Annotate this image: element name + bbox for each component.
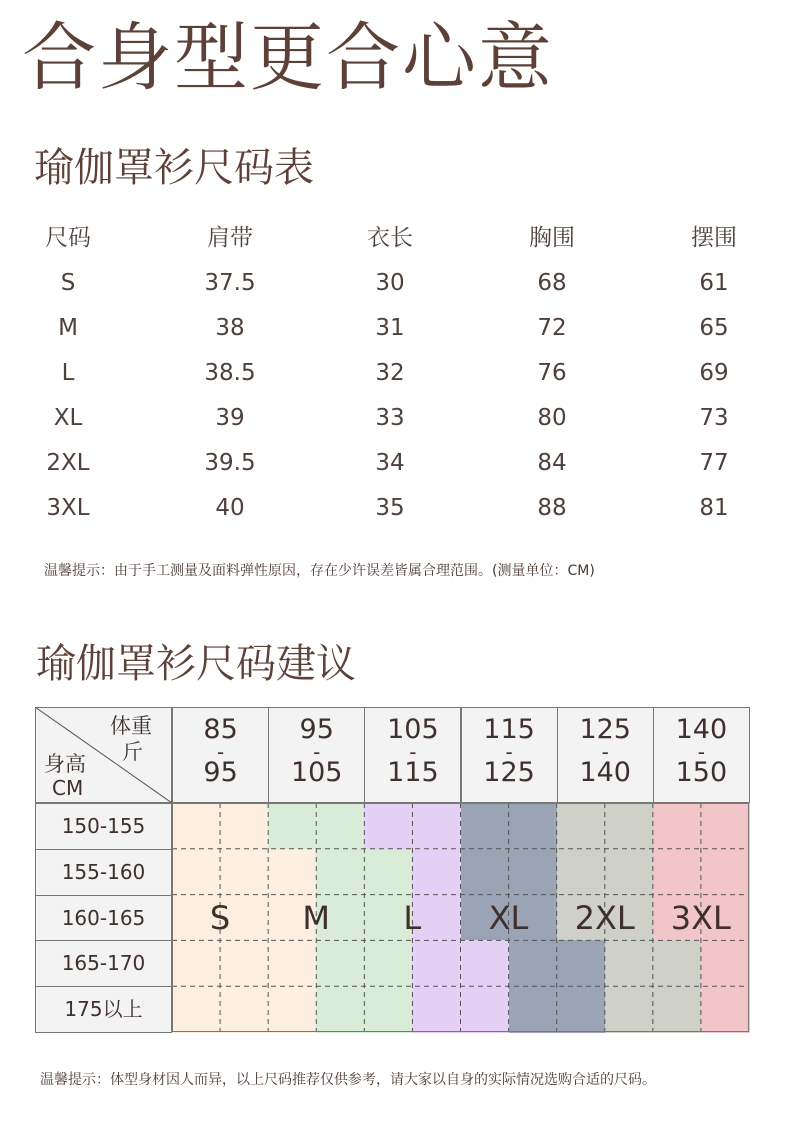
size-label-s: S [209, 898, 231, 937]
size-chart-cell-chest: 72 [537, 315, 567, 341]
weight-range-from: 140 [675, 714, 728, 745]
size-chart-cell-chest: 80 [537, 405, 567, 431]
size-chart-cell-shoulder: 38.5 [204, 360, 256, 386]
size-chart-cell-hem: 73 [699, 405, 729, 431]
size-chart-cell-shoulder: 39 [215, 405, 245, 431]
size-chart-cell-length: 32 [375, 360, 405, 386]
size-chart-cell-shoulder: 40 [215, 495, 245, 521]
size-chart-row [0, 308, 790, 348]
header-length: 衣长 [367, 225, 413, 251]
weight-range-header [364, 707, 461, 803]
size-chart-row [0, 488, 790, 528]
size-chart-cell-chest: 76 [537, 360, 567, 386]
size-chart-row [0, 353, 790, 393]
size-chart-cell-hem: 61 [699, 270, 729, 296]
weight-range-header [172, 707, 269, 803]
weight-range-from: 105 [387, 714, 439, 745]
size-chart-cell-hem: 65 [699, 315, 729, 341]
weight-range-dash: - [505, 740, 513, 764]
grid-corner-cell [35, 707, 172, 803]
size-chart-cell-size: M [58, 315, 78, 341]
header-hem: 摆围 [691, 225, 737, 251]
weight-range-header [268, 707, 365, 803]
weight-range-from: 125 [579, 714, 631, 745]
size-chart-cell-hem: 69 [699, 360, 729, 386]
recommend-title: 瑜伽罩衫尺码建议 [36, 641, 356, 687]
weight-range-to: 105 [290, 757, 343, 788]
height-range-header: 155-160 [35, 849, 172, 896]
hero-title: 合身型更合心意 [22, 15, 554, 101]
corner-weight-label: 体重 [110, 714, 152, 738]
height-range-header: 175以上 [35, 986, 172, 1033]
weight-range-header [461, 707, 558, 803]
weight-range-dash: - [601, 740, 609, 764]
size-label-2xl: 2XL [574, 898, 635, 937]
size-chart-title: 瑜伽罩衫尺码表 [34, 145, 314, 191]
size-chart-cell-length: 33 [375, 405, 405, 431]
size-chart-cell-length: 31 [375, 315, 405, 341]
weight-range-dash: - [409, 740, 417, 764]
size-chart-note: 温馨提示：由于手工测量及面料弹性原因，存在少许误差皆属合理范围。(测量单位：CM) [44, 563, 595, 579]
recommend-note: 温馨提示：体型身材因人而异，以上尺码推荐仅供参考，请大家以自身的实际情况选购合适的尺码。 [40, 1072, 656, 1088]
weight-range-to: 125 [483, 757, 535, 788]
header-shoulder: 肩带 [207, 225, 253, 251]
corner-height-unit: CM [52, 776, 84, 800]
size-chart-cell-shoulder: 37.5 [204, 270, 256, 296]
size-chart-header-row [0, 218, 790, 258]
size-chart-cell-size: XL [53, 405, 83, 431]
size-chart-cell-hem: 77 [699, 450, 729, 476]
weight-range-header [557, 707, 654, 803]
size-chart-row [0, 398, 790, 438]
weight-range-to: 115 [387, 757, 439, 788]
weight-range-to: 95 [203, 757, 238, 788]
size-chart-cell-size: 2XL [46, 450, 90, 476]
weight-range-to: 150 [675, 757, 728, 788]
size-chart-cell-length: 30 [375, 270, 405, 296]
height-range-header: 160-165 [35, 895, 172, 942]
weight-range-from: 95 [299, 714, 334, 745]
weight-range-from: 115 [483, 714, 535, 745]
corner-height-label: 身高 [44, 752, 86, 776]
weight-range-dash: - [313, 740, 321, 764]
weight-range-dash: - [697, 740, 706, 764]
header-size: 尺码 [45, 225, 91, 251]
height-range-header: 150-155 [35, 803, 172, 850]
header-chest: 胸围 [529, 225, 575, 251]
weight-range-to: 140 [579, 757, 631, 788]
size-chart-cell-size: S [60, 270, 76, 296]
size-chart-cell-shoulder: 38 [215, 315, 245, 341]
size-label-l: L [403, 898, 422, 937]
size-chart-cell-size: 3XL [46, 495, 90, 521]
weight-range-header [653, 707, 750, 803]
size-chart-cell-size: L [61, 360, 75, 386]
size-chart-cell-chest: 88 [537, 495, 567, 521]
size-chart-row [0, 263, 790, 303]
height-range-header: 165-170 [35, 940, 172, 987]
size-chart-cell-chest: 84 [537, 450, 567, 476]
weight-range-from: 85 [203, 714, 238, 745]
size-chart-cell-shoulder: 39.5 [204, 450, 256, 476]
size-recommend-grid [35, 707, 749, 1032]
size-chart-cell-hem: 81 [699, 495, 729, 521]
size-label-m: M [302, 898, 330, 937]
corner-weight-unit: 斤 [122, 740, 143, 764]
size-label-xl: XL [488, 898, 529, 937]
size-chart-cell-length: 34 [375, 450, 405, 476]
size-chart-row [0, 443, 790, 483]
size-chart-cell-chest: 68 [537, 270, 567, 296]
size-chart-cell-length: 35 [375, 495, 405, 521]
size-label-3xl: 3XL [670, 898, 731, 937]
weight-range-dash: - [216, 740, 225, 764]
